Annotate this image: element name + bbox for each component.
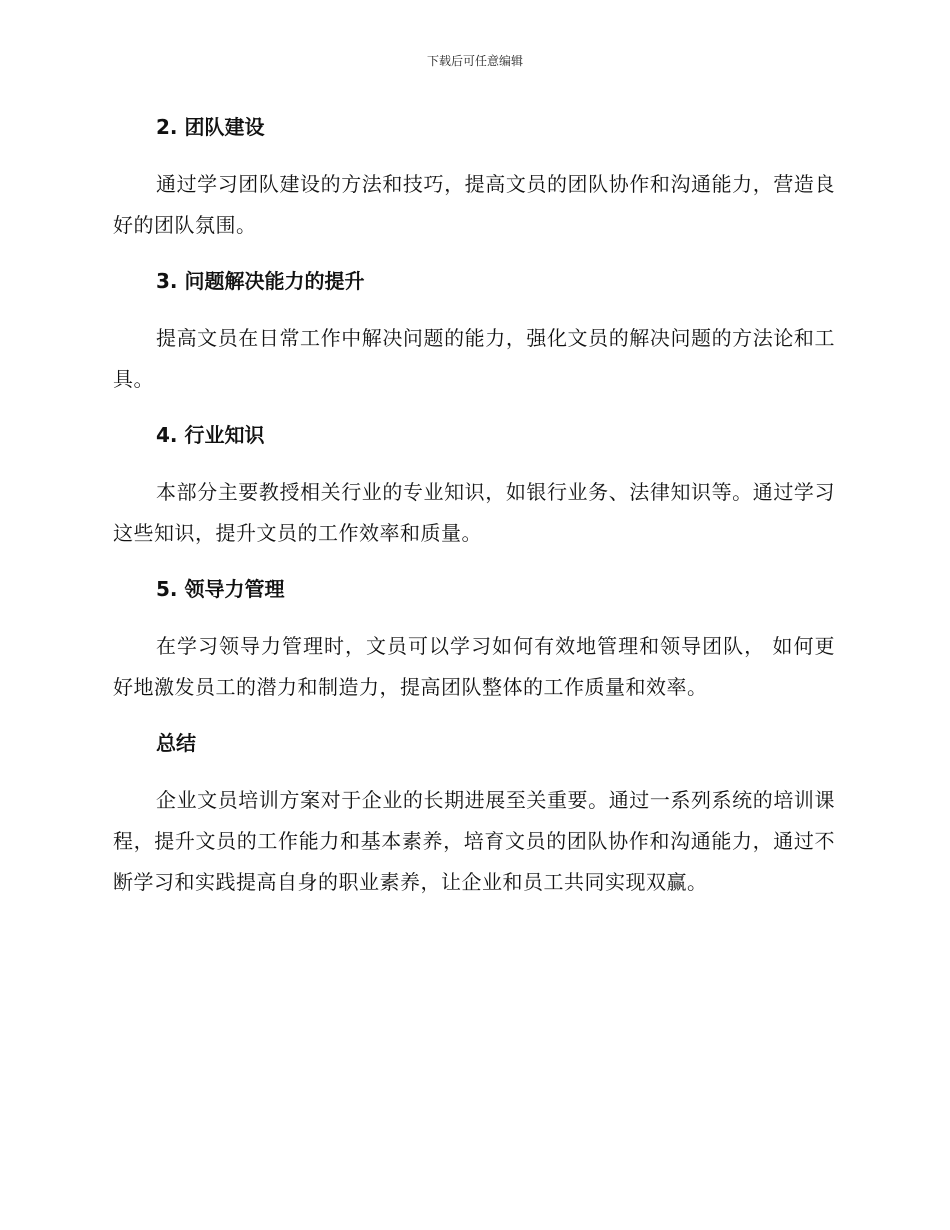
section-heading-summary: 总结 <box>156 731 196 755</box>
document-content <box>113 110 835 921</box>
section-heading-leadership: 5. 领导力管理 <box>156 577 285 601</box>
section-heading-industry-knowledge: 4. 行业知识 <box>156 423 265 447</box>
section-body-industry-knowledge: 本部分主要教授相关行业的专业知识，如银行业务、法律知识等。通过学习这些知识，提升文员的工作效率和质量。 <box>113 480 835 545</box>
section-heading-team-building: 2. 团队建设 <box>156 115 265 139</box>
section-body-leadership: 在学习领导力管理时，文员可以学习如何有效地管理和领导团队， 如何更好地激发员工的潜力和制造力，提高团队整体的工作质量和效率。 <box>113 634 835 699</box>
section-heading-problem-solving: 3. 问题解决能力的提升 <box>156 269 365 293</box>
section-body-summary: 企业文员培训方案对于企业的长期进展至关重要。通过一系列系统的培训课程，提升文员的工作能力和基本素养，培育文员的团队协作和沟通能力，通过不断学习和实践提高自身的职业素养，让企业和员工共同实现双赢。 <box>113 788 835 894</box>
section-body-team-building: 通过学习团队建设的方法和技巧，提高文员的团队协作和沟通能力，营造良好的团队氛围。 <box>113 172 835 237</box>
section-body-problem-solving: 提高文员在日常工作中解决问题的能力，强化文员的解决问题的方法论和工具。 <box>113 326 835 391</box>
page-header: 下载后可任意编辑 <box>426 54 523 68</box>
